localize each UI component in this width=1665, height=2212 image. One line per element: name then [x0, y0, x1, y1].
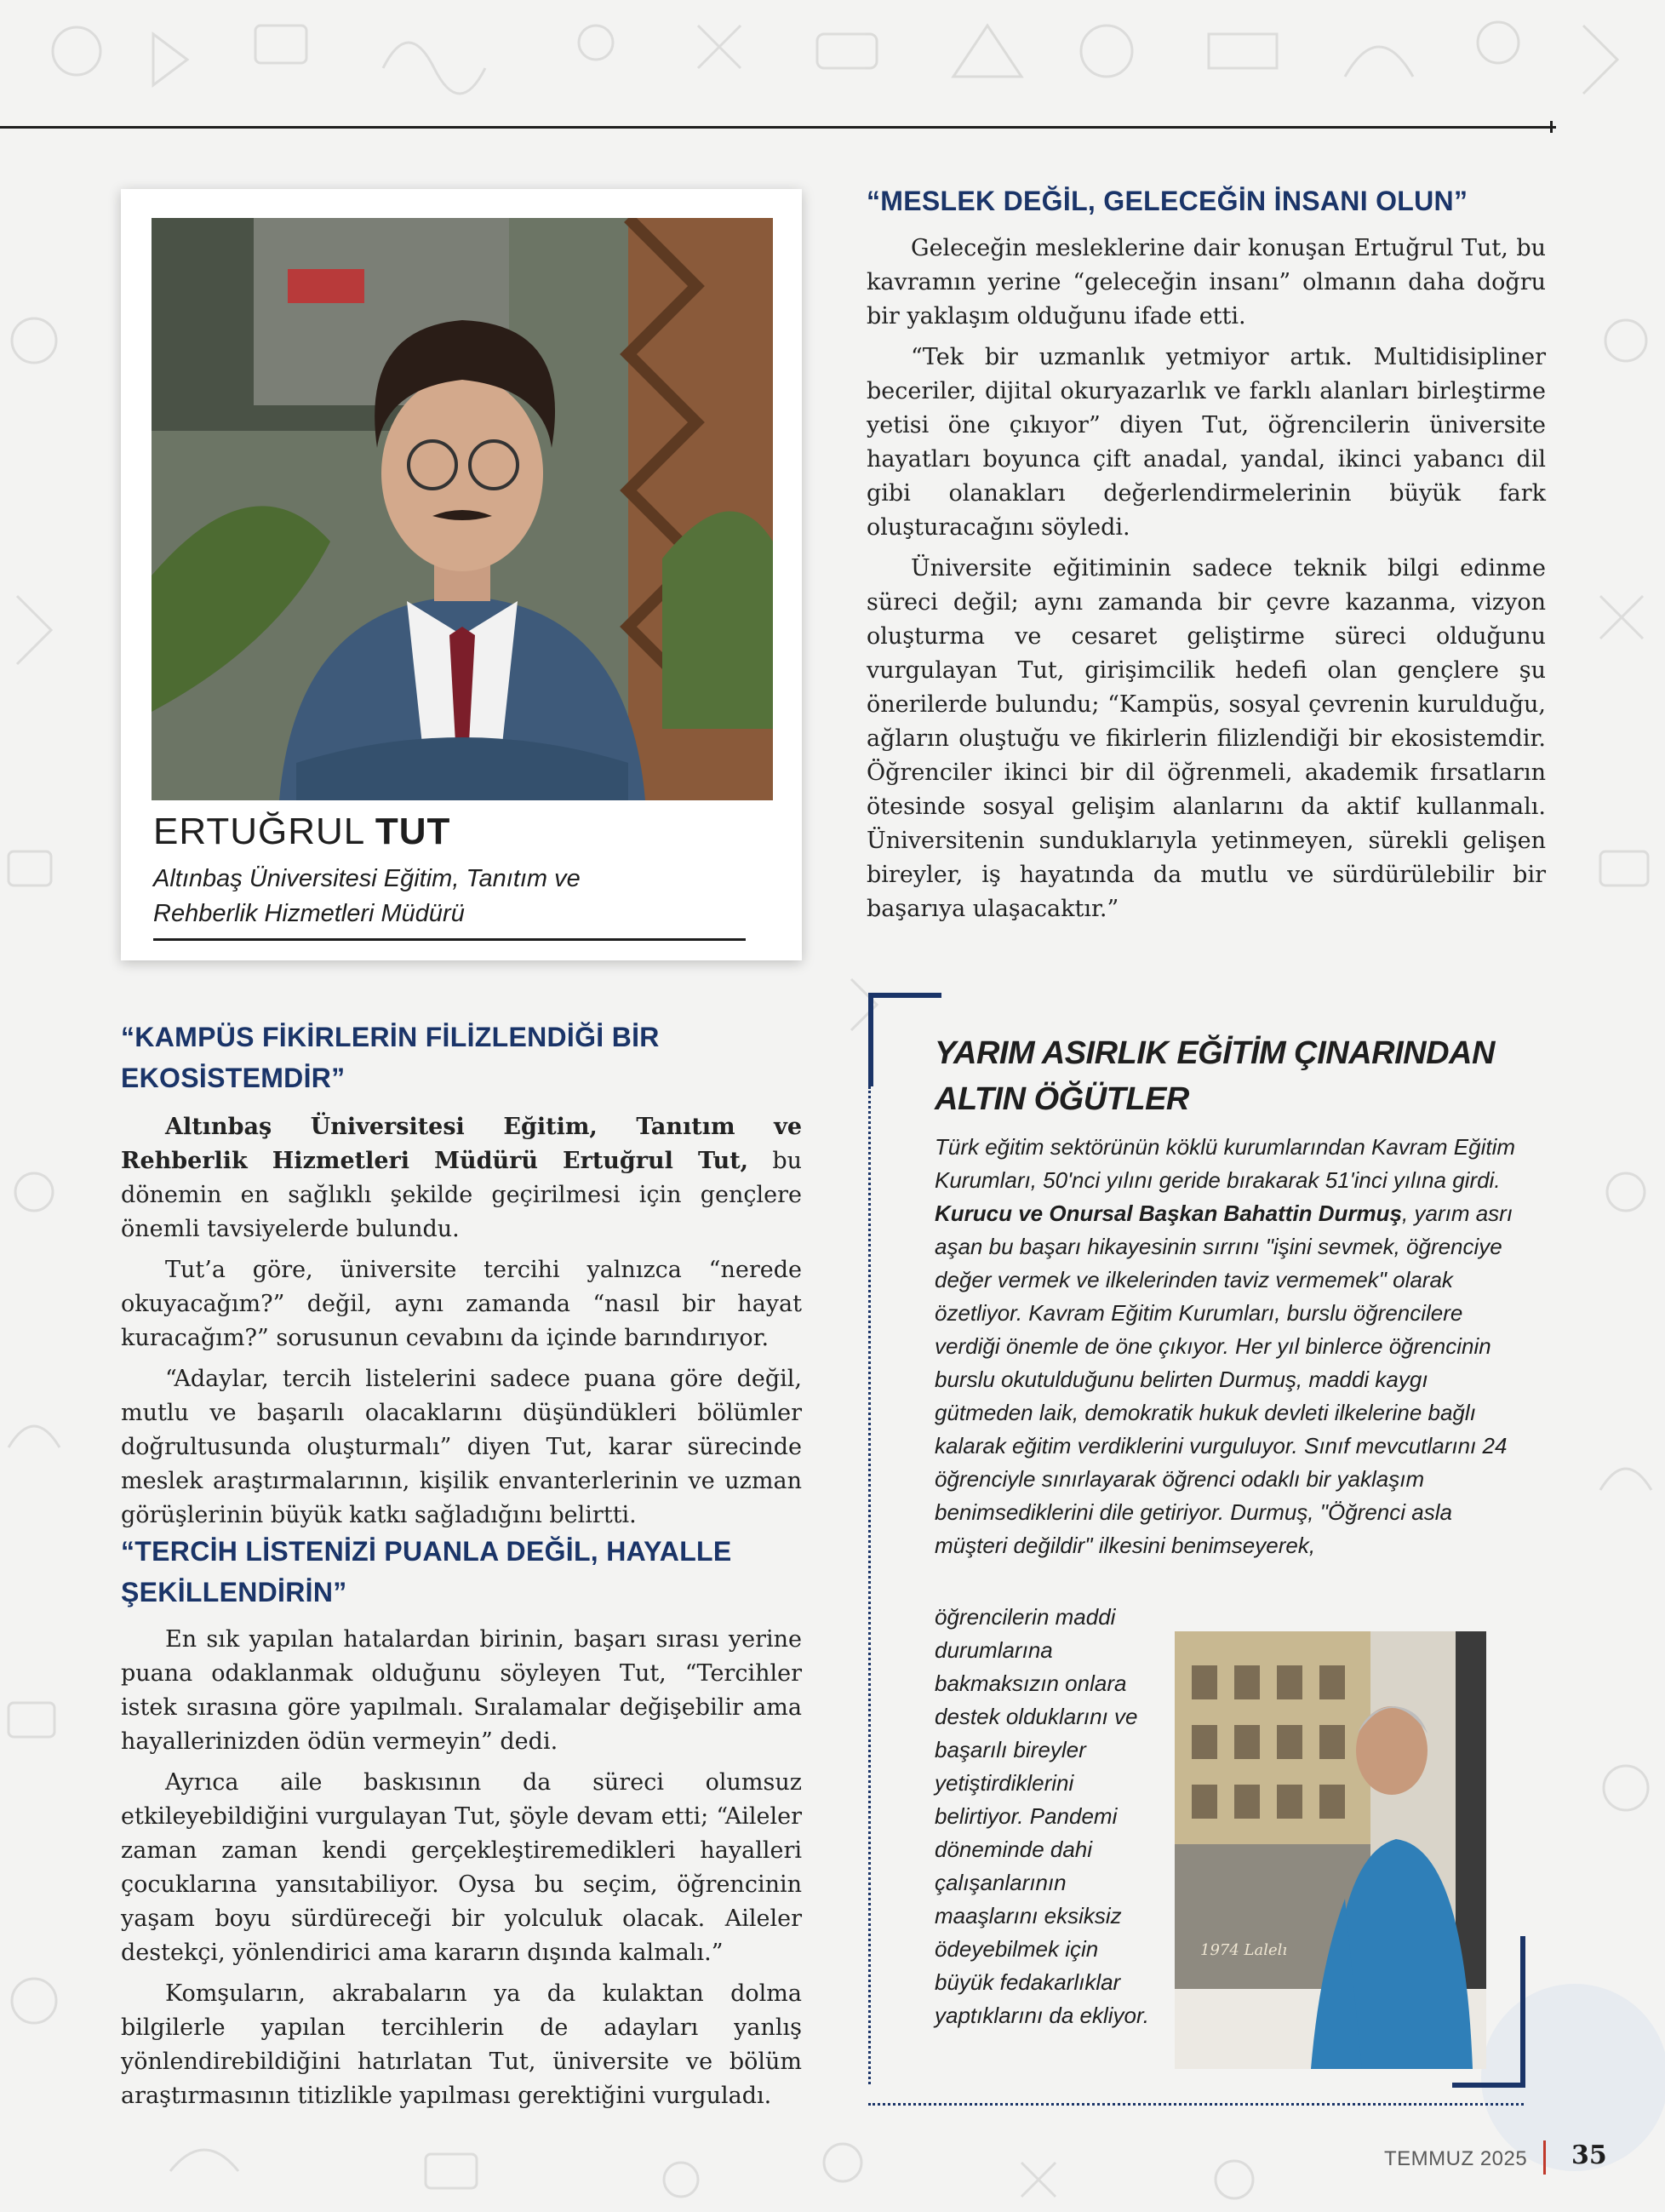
box-corner-left — [868, 993, 873, 1086]
heading-kampus-line1: “KAMPÜS FİKİRLERİN FİLİZLENDİĞİ BİR — [121, 1022, 660, 1052]
person-last-name: TUT — [375, 811, 451, 852]
box-title-line2: ALTIN ÖĞÜTLER — [935, 1081, 1189, 1117]
person-title-line1: Altınbaş Üniversitesi Eğitim, Tanıtım ve — [153, 865, 581, 892]
box-corner-top — [868, 993, 941, 998]
left-bottom-paragraph-1: En sık yapılan hatalardan birinin, başarı sırası yerine puana odaklanmak olduğunu söyleyen Tut, “Tercihler istek sırasına göre yapılmalı. Sıralamalar değişebilir ama hayallerinizden ödün vermeyin” dedi. — [121, 1626, 802, 1755]
heading-tercih-line1: “TERCİH LİSTENİZİ PUANLA DEĞİL, HAYALLE — [121, 1536, 732, 1567]
box-corner-right — [1520, 1936, 1525, 2088]
left-bottom-column — [121, 1623, 802, 2120]
heading-kampus — [121, 1017, 802, 1098]
person-name — [153, 811, 450, 853]
box-text-b: , yarım asrı aşan bu başarı hikayesinin sırrını "işini sevmek, öğrenciye değer vermek ve ilkelerinden taviz vermemek" olarak özetliyor. Kavram Eğitim Kurumları, burslu öğrencilere verdiği önemle de öne çıkıyor. Her yıl binlerce öğrencinin burslu okutulduğunu belirten Durmuş, maddi kaygı gütmeden laik, demokratik hukuk devleti ilkelerine bağlı kalarak eğitim verdiklerini vurguluyor. Sınıf mevcutlarını 24 öğrenciyle sınırlayarak öğrenci odaklı bir yaklaşım benimsediklerini dile getiriyor. Durmuş, "Öğrenci asla müşteri değildir" ilkesini benimseyerek, — [935, 1201, 1513, 1558]
portrait-illustration — [152, 218, 773, 800]
box-corner-bottom — [1452, 2083, 1525, 2088]
top-rule — [0, 126, 1556, 129]
person-title-line2: Rehberlik Hizmetleri Müdürü — [153, 900, 465, 927]
footer-separator — [1543, 2140, 1546, 2175]
top-rule-end — [1550, 121, 1553, 133]
heading-kampus-line2: EKOSİSTEMDİR” — [121, 1063, 346, 1093]
box-dotted-bottom — [868, 2103, 1524, 2106]
photo-sign-text: 1974 Lalelı — [1200, 1941, 1288, 1959]
box-title — [935, 1030, 1531, 1122]
left-mid-paragraph-2: Tut’a göre, üniversite tercihi yalnızca “nerede okuyacağım?” değil, aynı zamanda “nasıl bir hayat kuracağım?” sorusunun cevabını da içinde barındırıyor. — [121, 1257, 802, 1351]
person-title — [153, 862, 766, 931]
heading-tercih-line2: ŞEKİLLENDİRİN” — [121, 1577, 347, 1607]
portrait-photo — [152, 218, 773, 800]
durmus-photo — [1175, 1631, 1486, 2069]
footer-issue: TEMMUZ 2025 — [1384, 2147, 1528, 2170]
box-text-narrow: öğrencilerin maddi durumlarına bakmaksızın onlara destek olduklarını ve başarılı bireyler yetiştirdiklerini belirtiyor. Pandemi döneminde dahi çalışanlarının maaşlarını eksiksiz ödeyebilmek için büyük fedakarlıklar yaptıklarını da ekliyor. — [935, 1604, 1149, 2028]
box-text-a: Türk eğitim sektörünün köklü kurumlarından Kavram Eğitim Kurumları, 50'nci yılını geride bırakarak 51'inci yılına girdi. — [935, 1134, 1516, 1193]
left-middle-column — [121, 1110, 802, 1539]
card-rule — [153, 938, 746, 941]
left-mid-paragraph-1-bold: Altınbaş Üniversitesi Eğitim, Tanıtım ve Rehberlik Hizmetleri Müdürü Ertuğrul Tut, — [121, 1114, 802, 1174]
heading-meslek: “MESLEK DEĞİL, GELECEĞİN İNSANI OLUN” — [867, 186, 1468, 216]
box-text-full — [935, 1131, 1522, 1562]
left-mid-paragraph-1-rest: bu dönemin en sağlıklı şekilde geçirilmesi için gençlere önemli tavsiyelerde bulundu. — [121, 1148, 802, 1242]
left-mid-paragraph-1 — [121, 1110, 802, 1246]
box-title-line1: YARIM ASIRLIK EĞİTİM ÇINARINDAN — [935, 1035, 1495, 1071]
right-top-paragraph-2: “Tek bir uzmanlık yetmiyor artık. Multidisipliner beceriler, dijital okuryazarlık ve farklı alanları birleştirme yetisi öne çıkıyor” diyen Tut, öğrencilerin üniversite hayatları boyunca çift anadal, yandal, ikinci yabancı dil gibi olanakları değerlendirmelerinin büyük fark oluşturacağını söyledi. — [867, 344, 1546, 541]
durmus-illustration — [1175, 1631, 1486, 2069]
right-top-column — [867, 232, 1546, 933]
page-number: 35 — [1571, 2140, 1607, 2170]
left-bottom-paragraph-3: Komşuların, akrabaların ya da kulaktan dolma bilgilerle yapılan tercihlerin de adayları yanlış yönlendirebildiğini hatırlatan Tut, üniversite ve bölüm araştırmasının titizlikle yapılması gerektiğini vurguladı. — [121, 1980, 802, 2109]
portrait-card — [121, 189, 802, 960]
person-first-name: ERTUĞRUL — [153, 811, 364, 852]
left-mid-paragraph-3: “Adaylar, tercih listelerini sadece puana göre değil, mutlu ve başarılı olacaklarını düşündükleri bölümler doğrultusunda oluşturmalı” diyen Tut, karar sürecinde meslek araştırmalarının, kişilik envanterlerinin ve uzman görüşlerinin büyük katkı sağladığını belirtti. — [121, 1366, 802, 1528]
box-text-bold: Kurucu ve Onursal Başkan Bahattin Durmuş — [935, 1201, 1403, 1226]
heading-tercih — [121, 1531, 819, 1613]
box-dotted-left — [868, 1086, 871, 2084]
right-top-paragraph-1: Geleceğin mesleklerine dair konuşan Ertuğrul Tut, bu kavramın yerine “geleceğin insanı” olmanın daha doğru bir yaklaşım olduğunu ifade etti. — [867, 235, 1546, 330]
left-bottom-paragraph-2: Ayrıca aile baskısının da süreci olumsuz etkileyebildiğini vurgulayan Tut, şöyle devam etti; “Aileler zaman zaman kendi gerçekleştiremedikleri hayalleri çocuklarına yansıtabiliyor. Oysa bu seçim, öğrencinin yaşam boyu sürdüreceği bir yolculuk olacak. Aileler destekçi, yönlendirici ama kararın dışında kalmalı.” — [121, 1769, 802, 1966]
right-top-paragraph-3: Üniversite eğitiminin sadece teknik bilgi edinme süreci değil; aynı zamanda bir çevre kazanma, vizyon oluşturma ve cesaret geliştirme süreci olduğunu vurgulayan Tut, girişimcilik hedefi olan gençlere şu önerilerde bulundu; “Kampüs, sosyal çevrenin kurulduğu, ağların oluştuğu ve fikirlerin filizlendiği bir ekosistemdir. Öğrenciler ikinci bir dil öğrenmeli, akademik fırsatların ötesinde sosyal gelişim alanlarını da aktif kullanmalı. Üniversitenin sunduklarıyla yetinmeyen, sürekli gelişen bireyler, iş hayatında da mutlu ve sürdürülebilir bir başarıya ulaşacaktır.” — [867, 555, 1546, 922]
